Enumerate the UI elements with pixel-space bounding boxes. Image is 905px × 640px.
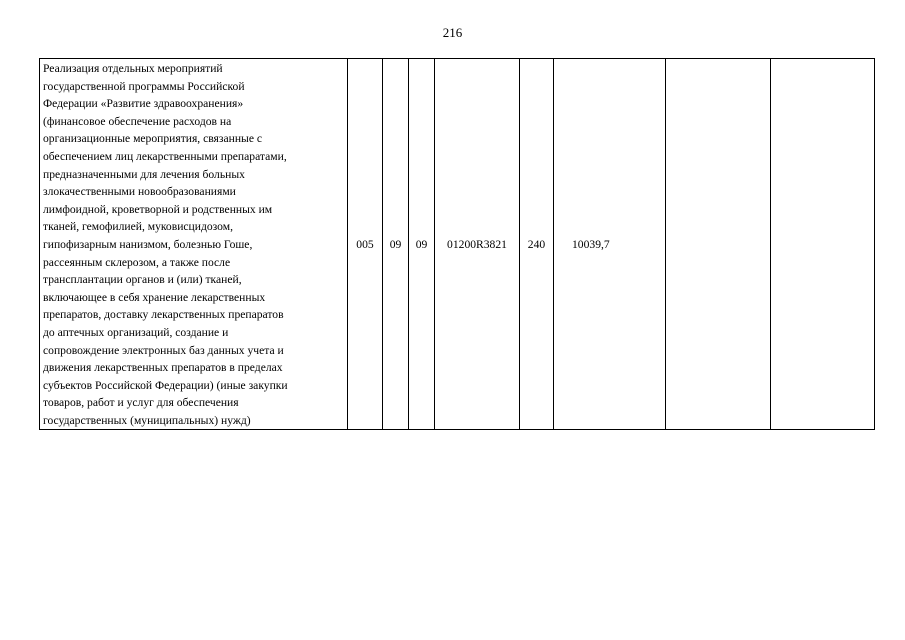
description-line: злокачественными новообразованиями (43, 185, 236, 199)
budget-table (39, 58, 875, 430)
description-line: лимфоидной, кроветворной и родственных им (43, 202, 273, 216)
description-line: организационные мероприятия, связанные с (43, 132, 263, 146)
table-row (40, 59, 875, 430)
section-code-cell: 09 (383, 59, 409, 430)
description-line: гипофизарным нанизмом, болезнью Гоше, (43, 237, 253, 251)
description-line: сопровождение электронных баз данных учета и (43, 343, 284, 357)
description-line: предназначенными для лечения больных (43, 167, 245, 181)
description-line: субъектов Российской Федерации) (иные закупки (43, 378, 288, 392)
expense-type-cell: 240 (520, 59, 554, 430)
description-line: движения лекарственных препаратов в пределах (43, 361, 283, 375)
description-line: до аптечных организаций, создание и (43, 325, 229, 339)
description-line: препаратов, доставку лекарственных препаратов (43, 308, 284, 322)
target-article-cell: 01200R3821 (435, 59, 520, 430)
subsection-code-cell: 09 (409, 59, 435, 430)
description-line: трансплантации органов и (или) тканей, (43, 273, 242, 287)
description-line: обеспечением лиц лекарственными препаратами, (43, 149, 287, 163)
description-line: включающее в себя хранение лекарственных (43, 290, 266, 304)
amount-cell: 10039,7 (554, 59, 666, 430)
description-line: Федерации «Развитие здравоохранения» (43, 97, 244, 111)
description-line: тканей, гемофилией, муковисцидозом, (43, 220, 233, 234)
description-line: (финансовое обеспечение расходов на (43, 114, 232, 128)
description-line: государственных (муниципальных) нужд) (43, 413, 251, 427)
amount-3-cell (771, 59, 875, 430)
description-line: товаров, работ и услуг для обеспечения (43, 396, 239, 410)
description-line: Реализация отдельных мероприятий (43, 62, 223, 75)
page-number: 216 (442, 25, 463, 40)
description-line: государственной программы Российской (43, 79, 245, 93)
expense-description (40, 59, 348, 430)
amount-2-cell (666, 59, 771, 430)
description-line: рассеянным склерозом, а также после (43, 255, 231, 269)
ministry-code-cell: 005 (348, 59, 383, 430)
